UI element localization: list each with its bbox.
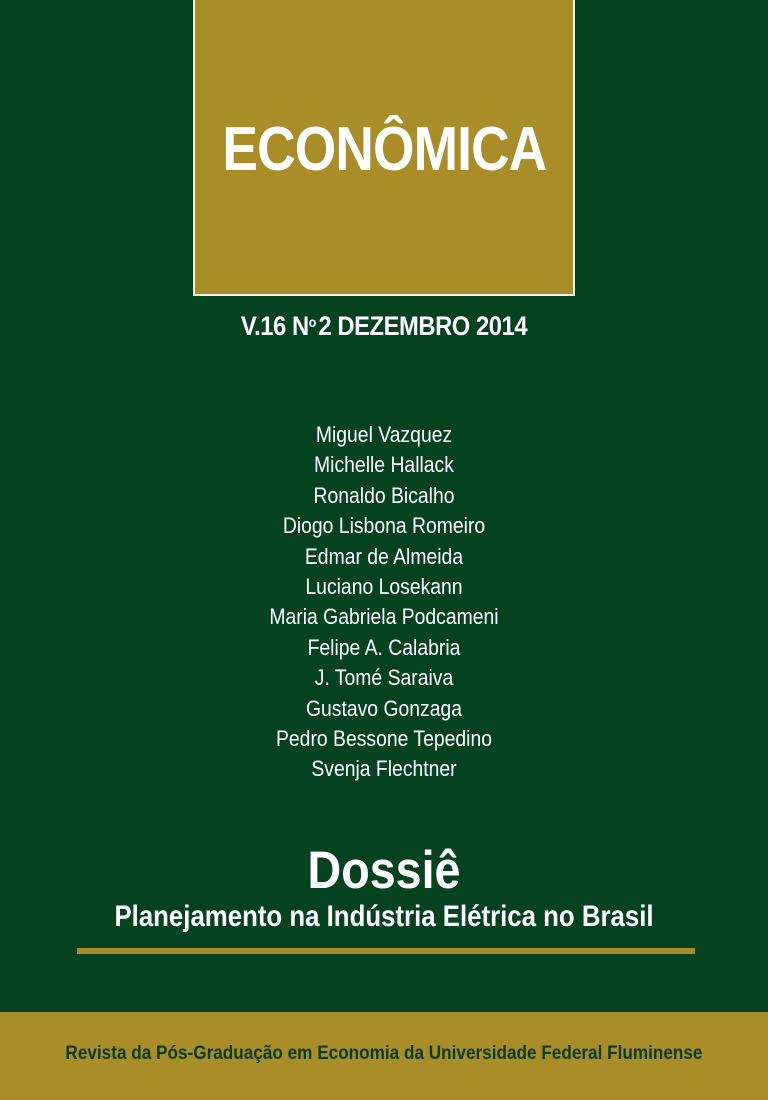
issue-volume: V.16: [240, 311, 286, 341]
author-name: Diogo Lisbona Romeiro: [282, 513, 486, 539]
footer-text: Revista da Pós-Graduação em Economia da Universidade Federal Fluminense: [65, 1041, 703, 1064]
author-name: Miguel Vazquez: [315, 422, 453, 447]
author-name: Svenja Flechtner: [311, 756, 457, 782]
gold-divider: [77, 948, 695, 954]
author-name: Luciano Losekann: [305, 573, 463, 599]
footer-band: [0, 1012, 768, 1100]
title-box: [193, 0, 575, 296]
issue-line: [46, 311, 722, 342]
author-name: Gustavo Gonzaga: [305, 695, 463, 721]
dossie-subtitle: Planejamento na Indústria Elétrica no Brasil: [114, 900, 654, 933]
author-name: Pedro Bessone Tepedino: [275, 725, 492, 751]
issue-number-prefix: N: [292, 311, 309, 341]
author-name: Michelle Hallack: [314, 452, 454, 478]
journal-title: ECONÔMICA: [221, 114, 547, 184]
issue-number-superscript: o: [308, 314, 316, 330]
issue-number-date: 2 DEZEMBRO 2014: [318, 311, 528, 341]
author-name: Felipe A. Calabria: [307, 634, 461, 660]
author-name: Maria Gabriela Podcameni: [269, 604, 499, 630]
author-name: J. Tomé Saraiva: [314, 665, 454, 691]
author-name: Ronaldo Bicalho: [313, 482, 455, 508]
dossie-title: Dossiê: [307, 841, 461, 900]
author-name: Edmar de Almeida: [304, 543, 464, 569]
author-list: [0, 420, 768, 785]
